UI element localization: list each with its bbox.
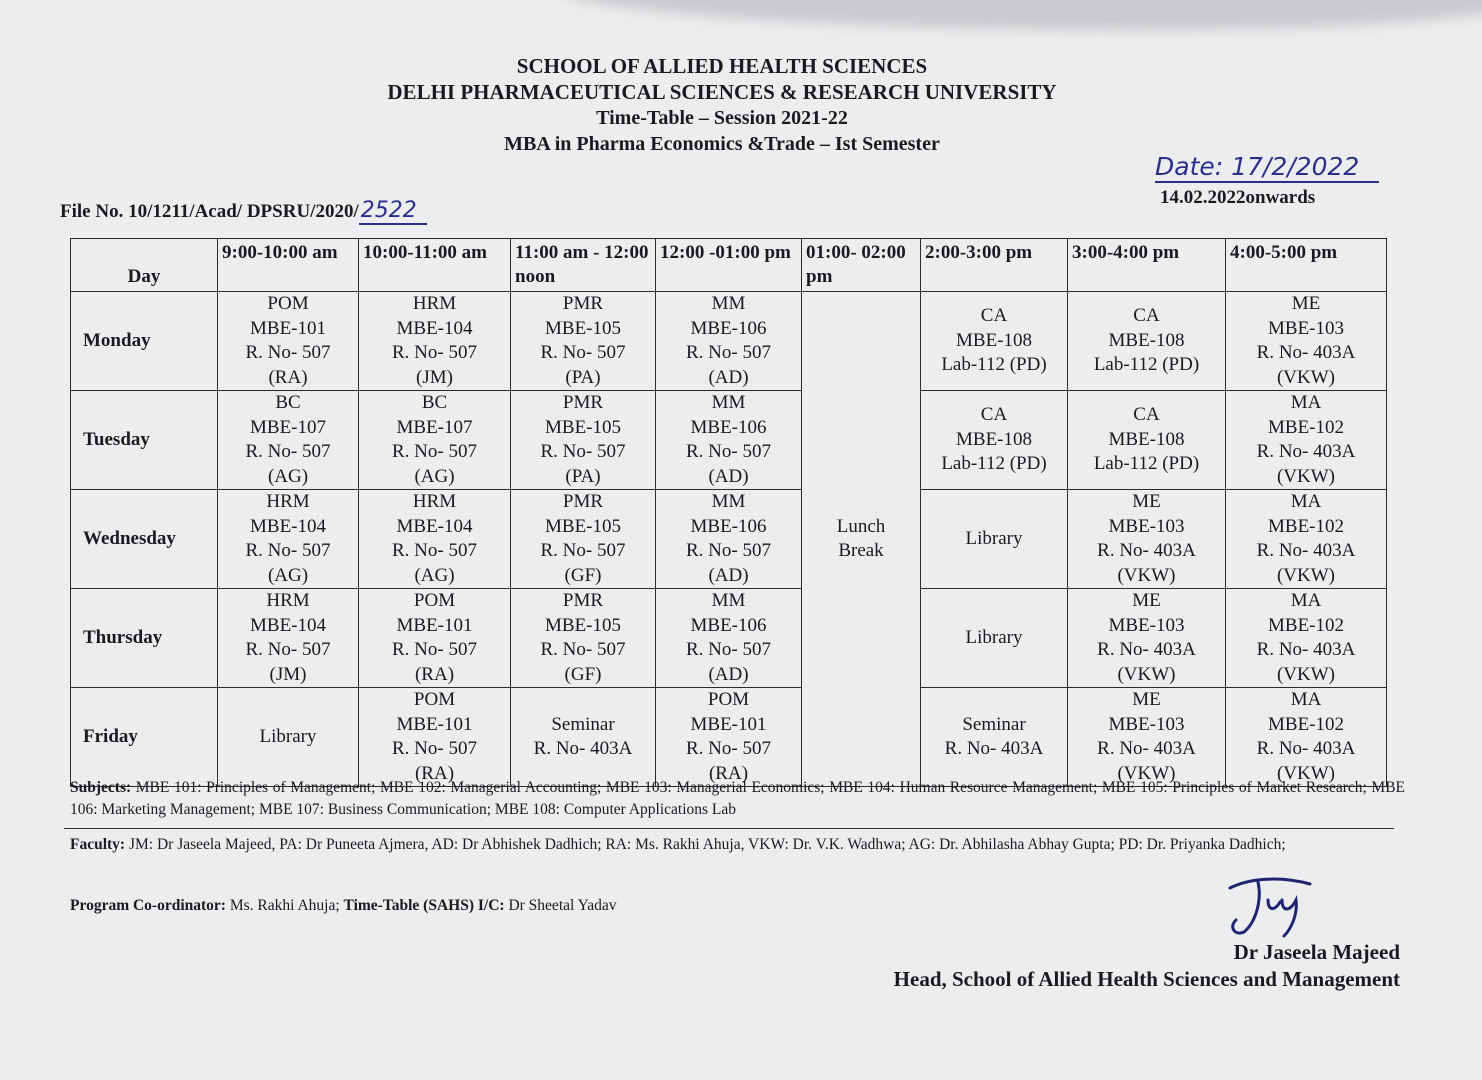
coordinator-text: Ms. Rakhi Ahuja; <box>229 897 340 914</box>
class-cell <box>921 292 1068 391</box>
class-cell-line: R. No- 403A <box>1097 540 1196 561</box>
class-cell-line: MBE-103 <box>1108 614 1185 636</box>
class-cell-line: Seminar <box>551 713 615 735</box>
class-cell-line: (VKW) <box>1276 564 1336 586</box>
class-cell-line: MBE-101 <box>250 317 326 339</box>
subjects-legend <box>70 777 1405 821</box>
class-cell-line: (JM) <box>269 663 307 685</box>
class-cell-line: R. No- 507 <box>245 441 331 462</box>
class-cell-line: R. No- 507 <box>686 639 771 660</box>
class-cell-line: MBE-107 <box>250 416 326 438</box>
class-cell-line: CA <box>1133 404 1160 426</box>
class-cell-line: MA <box>1290 491 1322 512</box>
class-cell <box>218 688 359 787</box>
class-cell <box>1226 688 1387 787</box>
class-cell-line: R. No- 507 <box>686 441 771 462</box>
class-cell-line: (RA) <box>414 663 455 685</box>
class-cell <box>218 391 359 490</box>
class-cell-line: (AD) <box>708 366 749 388</box>
class-cell-line: R. No- 403A <box>1097 639 1196 660</box>
class-cell-line: MA <box>1290 392 1322 413</box>
class-cell-line: MBE-102 <box>1268 416 1344 438</box>
class-cell-line: MA <box>1290 590 1322 611</box>
class-cell-line: (VKW) <box>1117 663 1176 685</box>
class-cell-line: MBE-106 <box>690 515 767 537</box>
class-cell-line: (AD) <box>708 465 749 487</box>
class-cell-line: (VKW) <box>1117 564 1176 586</box>
class-cell-line: Lab-112 (PD) <box>941 354 1047 376</box>
class-cell <box>511 688 656 787</box>
class-cell-line: R. No- 507 <box>540 342 626 363</box>
class-cell <box>1226 292 1387 391</box>
class-cell-line: HRM <box>266 590 310 611</box>
timetable-ic-label: Time-Table (SAHS) I/C: <box>343 897 505 914</box>
class-cell <box>656 490 802 589</box>
class-cell-line: R. No- 507 <box>686 738 771 759</box>
class-cell-line: MBE-101 <box>396 614 473 636</box>
day-cell: Friday <box>71 688 218 787</box>
class-cell <box>511 589 656 688</box>
class-cell-line: ME <box>1291 293 1321 314</box>
table-row <box>71 292 1387 391</box>
divider <box>64 828 1394 829</box>
class-cell-line: MBE-107 <box>396 416 473 438</box>
class-cell-line: MBE-104 <box>250 515 326 537</box>
header-slot-8: 4:00-5:00 pm <box>1226 239 1387 292</box>
class-cell-line: R. No- 507 <box>540 540 626 561</box>
class-cell-line: (AD) <box>708 564 749 586</box>
table-row <box>71 589 1387 688</box>
class-cell-line: POM <box>707 689 750 710</box>
timetable-ic-text: Dr Sheetal Yadav <box>508 897 617 914</box>
file-number-printed: File No. 10/1211/Acad/ DPSRU/2020/ <box>60 201 359 222</box>
class-cell <box>359 391 511 490</box>
class-cell-line: BC <box>421 392 448 413</box>
day-cell: Wednesday <box>71 490 218 589</box>
class-cell-line: R. No- 507 <box>392 342 477 363</box>
class-cell-line: R. No- 507 <box>245 342 331 363</box>
program-title: MBA in Pharma Economics &Trade – Ist Semester <box>504 133 940 155</box>
class-cell-line: MBE-104 <box>250 614 326 636</box>
class-cell-line: PMR <box>562 392 604 413</box>
class-cell-line: R. No- 507 <box>540 441 626 462</box>
class-cell-line: Library <box>965 626 1023 648</box>
class-cell-line: R. No- 507 <box>540 639 626 660</box>
class-cell-line: POM <box>267 293 309 314</box>
class-cell-line: (VKW) <box>1276 465 1336 487</box>
coordinator-label: Program Co-ordinator: <box>70 897 226 914</box>
lunch-break-label: Lunch Break <box>836 515 886 561</box>
faculty-text: JM: Dr Jaseela Majeed, PA: Dr Puneeta Ajmera, AD: Dr Abhishek Dadhich; RA: Ms. Rakhi Ahuja, VKW: Dr. V.K. Wadhwa; AG: Dr. Abhilasha Abhay Gupta; PD: Dr. Priyanka Dadhich; <box>128 836 1286 853</box>
signatory-title: Head, School of Allied Health Sciences and Management <box>893 967 1400 991</box>
class-cell-line: CA <box>980 305 1008 327</box>
class-cell-line: (VKW) <box>1117 762 1176 784</box>
effective-date: 14.02.2022onwards <box>1160 187 1316 208</box>
class-cell-line: (AG) <box>414 465 455 487</box>
class-cell <box>511 391 656 490</box>
coordinator-line <box>70 897 617 915</box>
class-cell-line: (PA) <box>565 366 601 388</box>
class-cell-line: (VKW) <box>1276 663 1336 685</box>
class-cell-line: (JM) <box>416 366 453 388</box>
class-cell-line: POM <box>413 590 456 611</box>
class-cell-line: R. No- 507 <box>392 540 477 561</box>
handwritten-date: Date: 17/2/2022 <box>1155 152 1379 183</box>
class-cell <box>1068 589 1226 688</box>
university-title: DELHI PHARMACEUTICAL SCIENCES & RESEARCH UNIVERSITY <box>387 80 1057 104</box>
header-slot-lunch: 01:00- 02:00 pm <box>802 239 921 292</box>
class-cell <box>1226 490 1387 589</box>
class-cell-line: ME <box>1132 590 1161 611</box>
class-cell-line: MBE-103 <box>1268 317 1344 339</box>
class-cell-line: PMR <box>562 293 604 314</box>
class-cell-line: R. No- 507 <box>392 738 477 759</box>
class-cell-line: MBE-108 <box>1108 428 1185 450</box>
class-cell-line: R. No- 403A <box>533 738 633 759</box>
class-cell-line: (VKW) <box>1276 762 1336 784</box>
class-cell <box>218 292 359 391</box>
class-cell <box>359 292 511 391</box>
class-cell-line: MBE-102 <box>1268 515 1344 537</box>
class-cell <box>921 490 1068 589</box>
school-title: SCHOOL OF ALLIED HEALTH SCIENCES <box>516 54 928 78</box>
header-row <box>71 239 1387 292</box>
header-day: Day <box>71 239 218 292</box>
class-cell-line: R. No- 507 <box>392 639 477 660</box>
class-cell-line: CA <box>1133 305 1160 327</box>
class-cell-line: R. No- 507 <box>245 540 331 561</box>
class-cell <box>656 589 802 688</box>
class-cell-line: MBE-102 <box>1268 614 1344 636</box>
class-cell-line: R. No- 403A <box>1256 342 1356 363</box>
class-cell-line: R. No- 403A <box>1256 639 1356 660</box>
class-cell-line: MBE-104 <box>396 515 473 537</box>
class-cell-line: (AD) <box>708 663 749 685</box>
class-cell-line: MBE-105 <box>545 515 621 537</box>
class-cell-line: MA <box>1290 689 1322 710</box>
class-cell <box>1068 292 1226 391</box>
class-cell-line: MBE-105 <box>545 614 621 636</box>
class-cell-line: (GF) <box>564 663 602 685</box>
header-slot-6: 2:00-3:00 pm <box>921 239 1068 292</box>
signatory-name: Dr Jaseela Majeed <box>1233 940 1400 964</box>
session-title: Time-Table – Session 2021-22 <box>596 107 848 129</box>
class-cell-line: R. No- 403A <box>1256 441 1356 462</box>
class-cell-line: MBE-106 <box>690 614 767 636</box>
timetable-body <box>71 292 1387 787</box>
class-cell-line: R. No- 507 <box>245 639 331 660</box>
class-cell-line: MBE-106 <box>690 317 767 339</box>
class-cell <box>656 688 802 787</box>
class-cell-line: PMR <box>562 491 604 512</box>
class-cell-line: R. No- 507 <box>686 342 771 363</box>
class-cell-line: BC <box>275 392 301 413</box>
header-slot-7: 3:00-4:00 pm <box>1068 239 1226 292</box>
timetable-table <box>70 238 1387 787</box>
class-cell-line: (GF) <box>564 564 602 586</box>
class-cell-line: POM <box>413 689 456 710</box>
class-cell-line: MBE-103 <box>1108 713 1185 735</box>
day-cell: Tuesday <box>71 391 218 490</box>
file-number <box>60 198 427 223</box>
class-cell-line: MBE-108 <box>1108 329 1185 351</box>
class-cell-line: (AG) <box>267 564 309 586</box>
table-row <box>71 688 1387 787</box>
class-cell <box>656 391 802 490</box>
class-cell-line: HRM <box>266 491 310 512</box>
class-cell-line: MBE-108 <box>956 329 1032 351</box>
class-cell-line: (VKW) <box>1276 366 1336 388</box>
class-cell-line: HRM <box>412 293 457 314</box>
class-cell <box>921 688 1068 787</box>
class-cell-line: R. No- 403A <box>1097 738 1196 759</box>
class-cell <box>218 589 359 688</box>
class-cell-line: (RA) <box>414 762 455 784</box>
class-cell <box>1226 391 1387 490</box>
header-slot-4: 12:00 -01:00 pm <box>656 239 802 292</box>
class-cell-line: CA <box>980 404 1008 426</box>
class-cell-line: Seminar <box>962 713 1026 735</box>
class-cell <box>359 589 511 688</box>
class-cell-line: (RA) <box>268 366 308 388</box>
faculty-legend <box>70 834 1380 856</box>
class-cell <box>511 490 656 589</box>
class-cell <box>656 292 802 391</box>
class-cell-line: HRM <box>412 491 457 512</box>
class-cell-line: MBE-108 <box>956 428 1032 450</box>
header-slot-1: 9:00-10:00 am <box>218 239 359 292</box>
class-cell-line: MBE-106 <box>690 416 767 438</box>
class-cell-line: MM <box>711 491 746 512</box>
class-cell-line: R. No- 507 <box>686 540 771 561</box>
class-cell-line: ME <box>1132 689 1161 710</box>
table-row <box>71 490 1387 589</box>
class-cell-line: R. No- 403A <box>1256 738 1356 759</box>
class-cell-line: (RA) <box>708 762 749 784</box>
subjects-label: Subjects: <box>70 779 132 796</box>
class-cell-line: MBE-102 <box>1268 713 1344 735</box>
class-cell-line: MBE-105 <box>545 317 621 339</box>
header-slot-2: 10:00-11:00 am <box>359 239 511 292</box>
class-cell-line: MBE-104 <box>396 317 473 339</box>
class-cell-line: R. No- 403A <box>1256 540 1356 561</box>
class-cell-line: MM <box>711 392 746 413</box>
class-cell <box>1068 688 1226 787</box>
class-cell <box>218 490 359 589</box>
signature <box>1210 870 1330 940</box>
class-cell-line: R. No- 507 <box>392 441 477 462</box>
table-row <box>71 391 1387 490</box>
class-cell <box>359 490 511 589</box>
class-cell <box>921 589 1068 688</box>
class-cell <box>1068 391 1226 490</box>
class-cell-line: MBE-101 <box>396 713 473 735</box>
class-cell-line: R. No- 403A <box>944 738 1044 759</box>
class-cell-line: MBE-105 <box>545 416 621 438</box>
class-cell-line: MM <box>711 293 746 314</box>
class-cell-line: PMR <box>562 590 604 611</box>
subjects-text: MBE 101: Principles of Management; MBE 102: Managerial Accounting; MBE 103: Managerial Economics; MBE 104: Human Resource Management; MBE 105: Principles of Market Research; MBE 106: Marketing Management; MBE 107: Business Communication; MBE 108: Computer Applications Lab <box>70 779 1406 818</box>
class-cell-line: Lab-112 (PD) <box>941 453 1047 475</box>
class-cell-line: (AG) <box>267 465 309 487</box>
class-cell <box>921 391 1068 490</box>
faculty-label: Faculty: <box>70 836 126 853</box>
file-number-handwritten: 2522 <box>359 198 427 225</box>
class-cell-line: Lab-112 (PD) <box>1093 354 1200 376</box>
class-cell-line: Library <box>259 725 317 747</box>
class-cell-line: ME <box>1132 491 1161 512</box>
class-cell-line: (AG) <box>414 564 455 586</box>
class-cell-line: Library <box>965 527 1023 549</box>
class-cell-line: MBE-101 <box>690 713 767 735</box>
class-cell-line: (PA) <box>565 465 601 487</box>
class-cell <box>1226 589 1387 688</box>
class-cell <box>1068 490 1226 589</box>
class-cell <box>359 688 511 787</box>
class-cell-line: Lab-112 (PD) <box>1093 453 1200 475</box>
lunch-break-cell <box>802 292 921 787</box>
header-slot-3: 11:00 am - 12:00 noon <box>511 239 656 292</box>
class-cell-line: MM <box>711 590 746 611</box>
day-cell: Monday <box>71 292 218 391</box>
day-cell: Thursday <box>71 589 218 688</box>
class-cell <box>511 292 656 391</box>
class-cell-line: MBE-103 <box>1108 515 1185 537</box>
